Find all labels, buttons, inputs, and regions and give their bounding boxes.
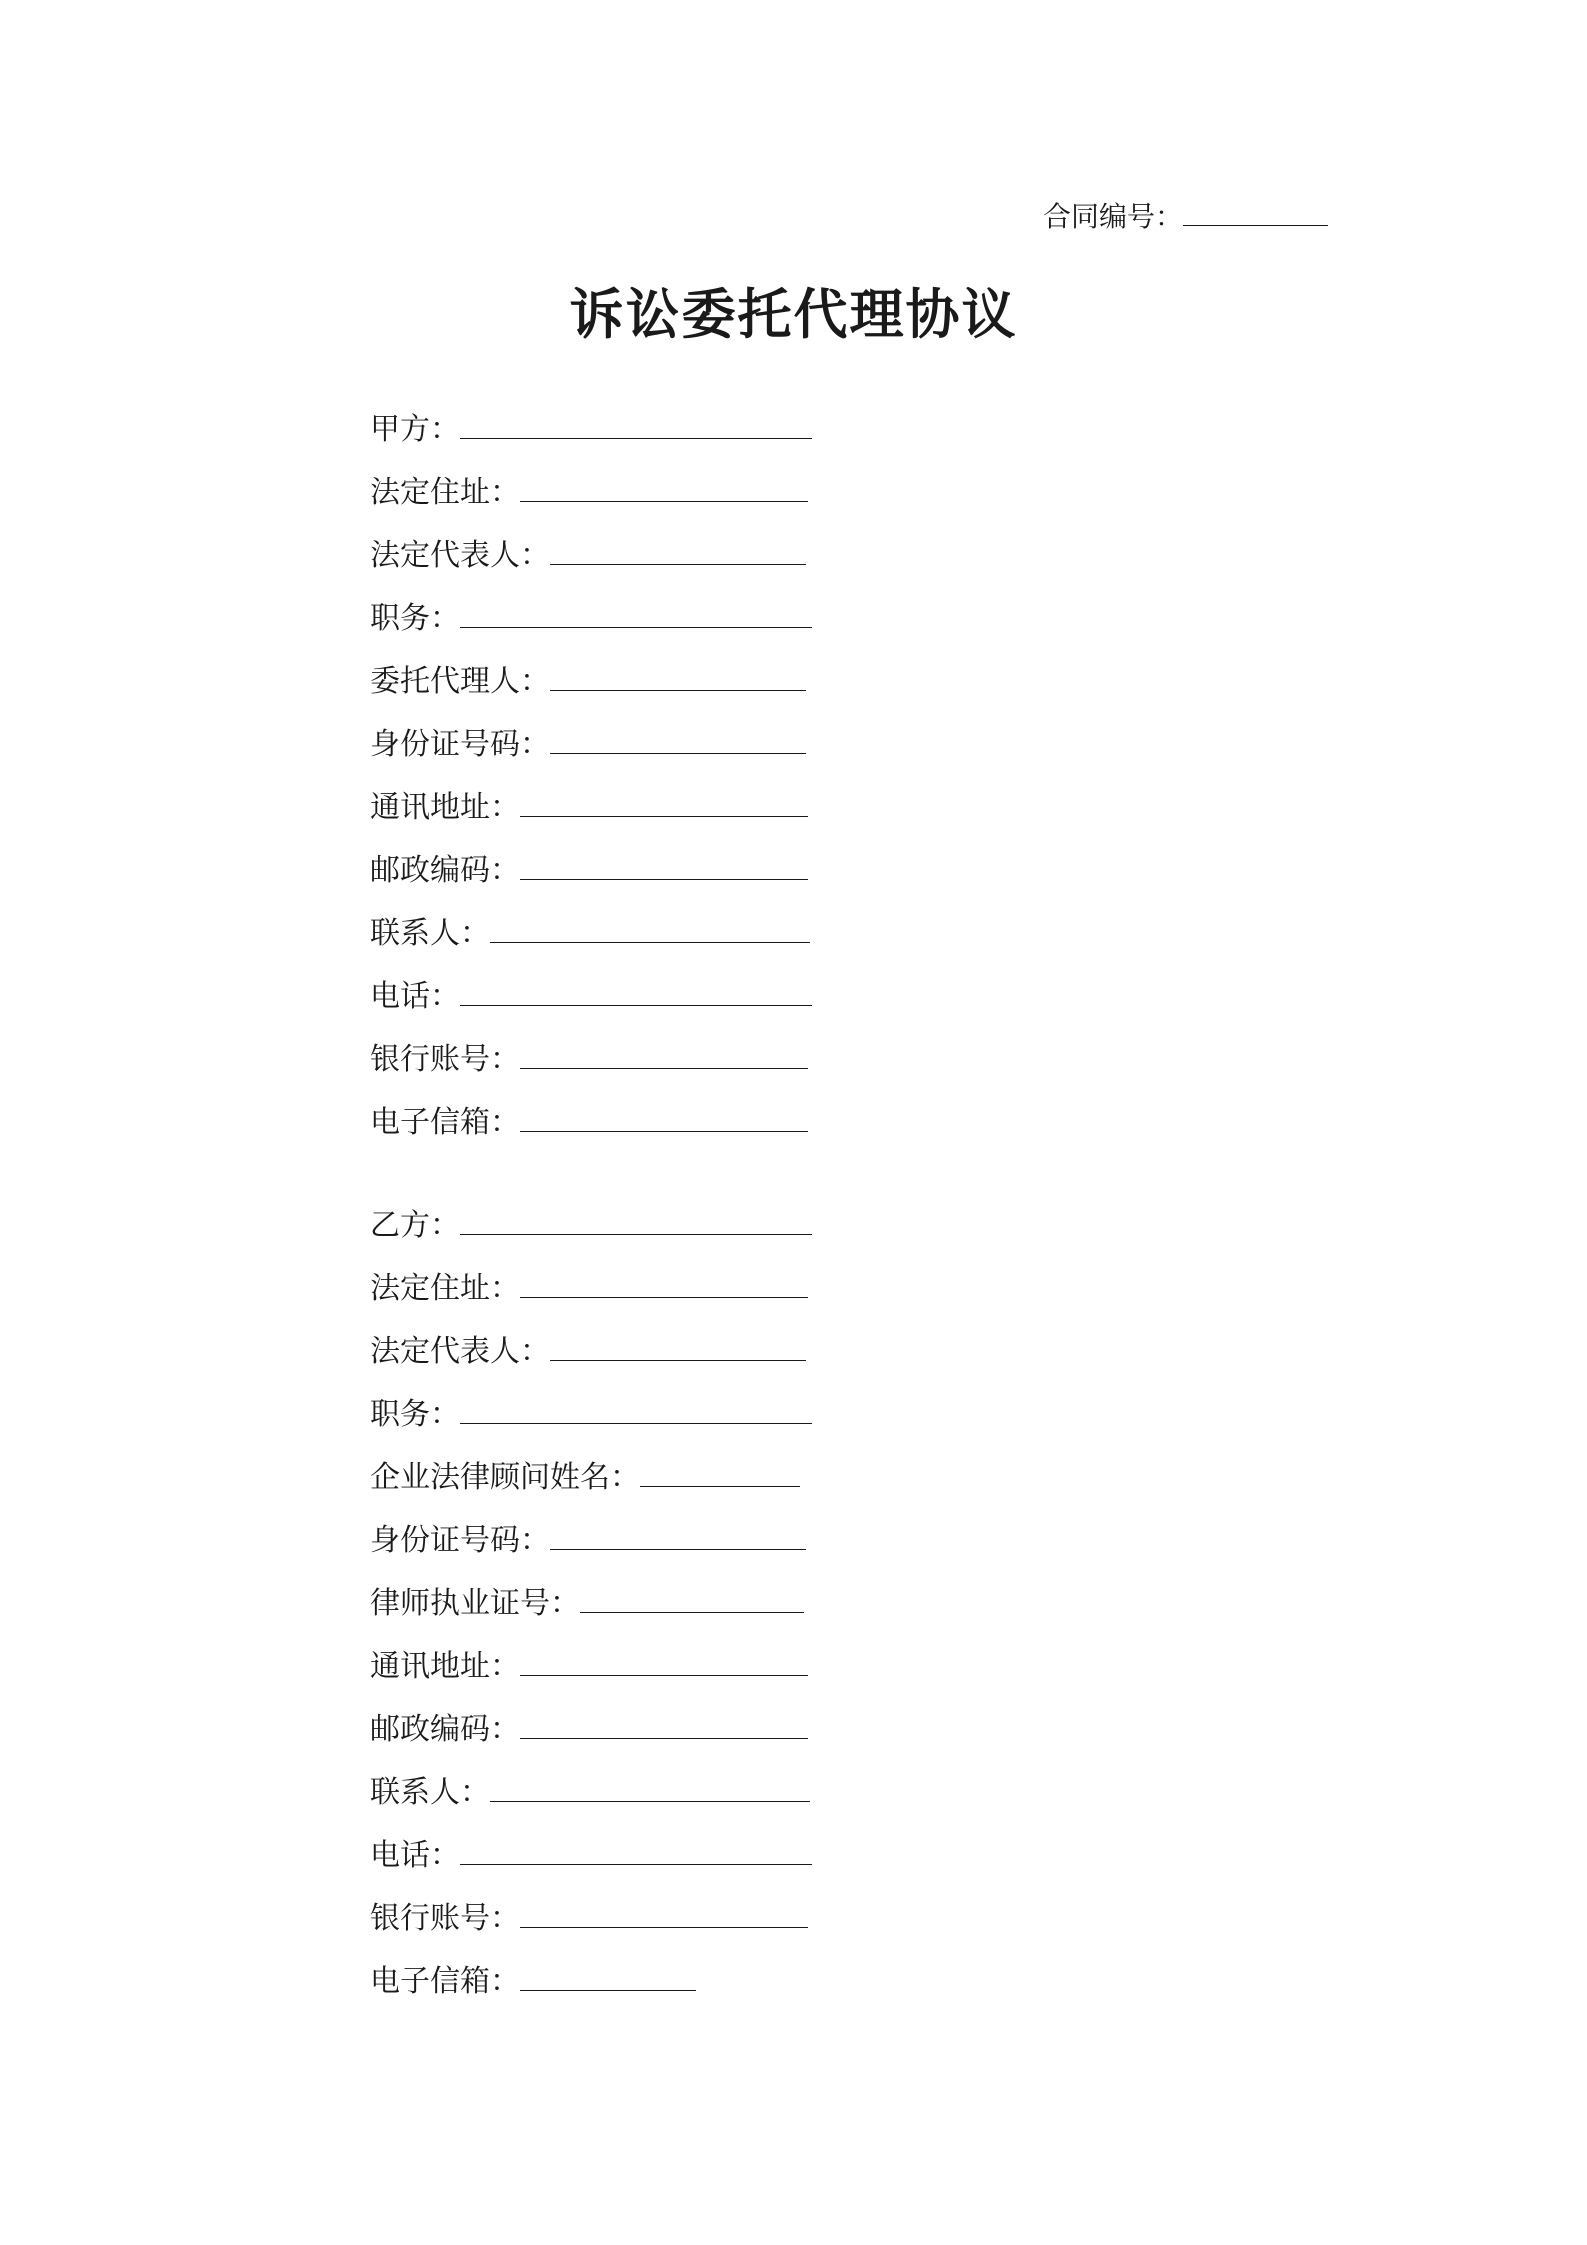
field-label: 企业法律顾问姓名： — [370, 1460, 640, 1495]
party-b-lawyer-license-field — [370, 1584, 820, 1624]
field-label: 电子信箱： — [370, 1105, 520, 1140]
field-label: 电话： — [370, 979, 460, 1014]
party-b-postcode-field — [370, 1710, 820, 1750]
party-b-address-field — [370, 1269, 820, 1309]
party-a-phone-field — [370, 977, 820, 1017]
field-blank — [520, 1067, 808, 1069]
contract-number-blank — [1183, 224, 1328, 226]
field-blank — [550, 689, 806, 691]
party-b-contact-field — [370, 1773, 820, 1813]
field-blank — [550, 1359, 806, 1361]
field-label: 联系人： — [370, 916, 490, 951]
field-label: 律师执业证号： — [370, 1586, 580, 1621]
field-blank — [520, 500, 808, 502]
party-a-id-number-field — [370, 725, 820, 765]
field-label: 身份证号码： — [370, 1523, 550, 1558]
field-blank — [580, 1611, 804, 1613]
field-blank — [460, 1004, 812, 1006]
party-a-name-field — [370, 410, 820, 450]
party-b-name-field — [370, 1206, 820, 1246]
field-blank — [490, 1800, 810, 1802]
field-label: 邮政编码： — [370, 1712, 520, 1747]
party-b-legal-rep-field — [370, 1332, 820, 1372]
field-blank — [460, 1422, 812, 1424]
field-blank — [460, 1233, 812, 1235]
contract-number-label: 合同编号： — [1043, 200, 1184, 233]
party-a-email-field — [370, 1103, 820, 1143]
field-label: 甲方： — [370, 412, 460, 447]
field-blank — [520, 1296, 808, 1298]
party-b-mailing-address-field — [370, 1647, 820, 1687]
field-label: 法定代表人： — [370, 538, 550, 573]
field-blank — [460, 626, 812, 628]
field-label: 乙方： — [370, 1208, 460, 1243]
field-blank — [520, 1989, 696, 1991]
field-label: 身份证号码： — [370, 727, 550, 762]
field-label: 银行账号： — [370, 1042, 520, 1077]
party-b-position-field — [370, 1395, 820, 1435]
field-label: 邮政编码： — [370, 853, 520, 888]
party-b-phone-field — [370, 1836, 820, 1876]
party-b-id-number-field — [370, 1521, 820, 1561]
party-b-bank-account-field — [370, 1899, 820, 1939]
field-label: 职务： — [370, 1397, 460, 1432]
field-blank — [520, 1674, 808, 1676]
party-b-email-field — [370, 1962, 820, 2002]
field-label: 法定代表人： — [370, 1334, 550, 1369]
party-a-legal-rep-field — [370, 536, 820, 576]
field-blank — [550, 563, 806, 565]
field-blank — [520, 1130, 808, 1132]
field-blank — [460, 437, 812, 439]
field-blank — [520, 815, 808, 817]
party-a-mailing-address-field — [370, 788, 820, 828]
party-a-postcode-field — [370, 851, 820, 891]
field-blank — [460, 1863, 812, 1865]
document-title: 诉讼委托代理协议 — [569, 282, 1018, 346]
field-blank — [640, 1485, 800, 1487]
party-a-bank-account-field — [370, 1040, 820, 1080]
field-label: 银行账号： — [370, 1901, 520, 1936]
field-label: 职务： — [370, 601, 460, 636]
field-blank — [490, 941, 810, 943]
field-label: 委托代理人： — [370, 664, 550, 699]
field-label: 法定住址： — [370, 475, 520, 510]
field-blank — [520, 1737, 808, 1739]
field-label: 电话： — [370, 1838, 460, 1873]
party-a-agent-field — [370, 662, 820, 702]
field-label: 通讯地址： — [370, 1649, 520, 1684]
party-a-address-field — [370, 473, 820, 513]
field-label: 电子信箱： — [370, 1964, 520, 1999]
party-b-legal-counsel-field — [370, 1458, 820, 1498]
field-label: 通讯地址： — [370, 790, 520, 825]
party-a-position-field — [370, 599, 820, 639]
contract-number — [1043, 197, 1328, 237]
field-label: 联系人： — [370, 1775, 490, 1810]
field-blank — [550, 752, 806, 754]
party-a-contact-field — [370, 914, 820, 954]
field-blank — [520, 1926, 808, 1928]
field-label: 法定住址： — [370, 1271, 520, 1306]
field-blank — [520, 878, 808, 880]
field-blank — [550, 1548, 806, 1550]
